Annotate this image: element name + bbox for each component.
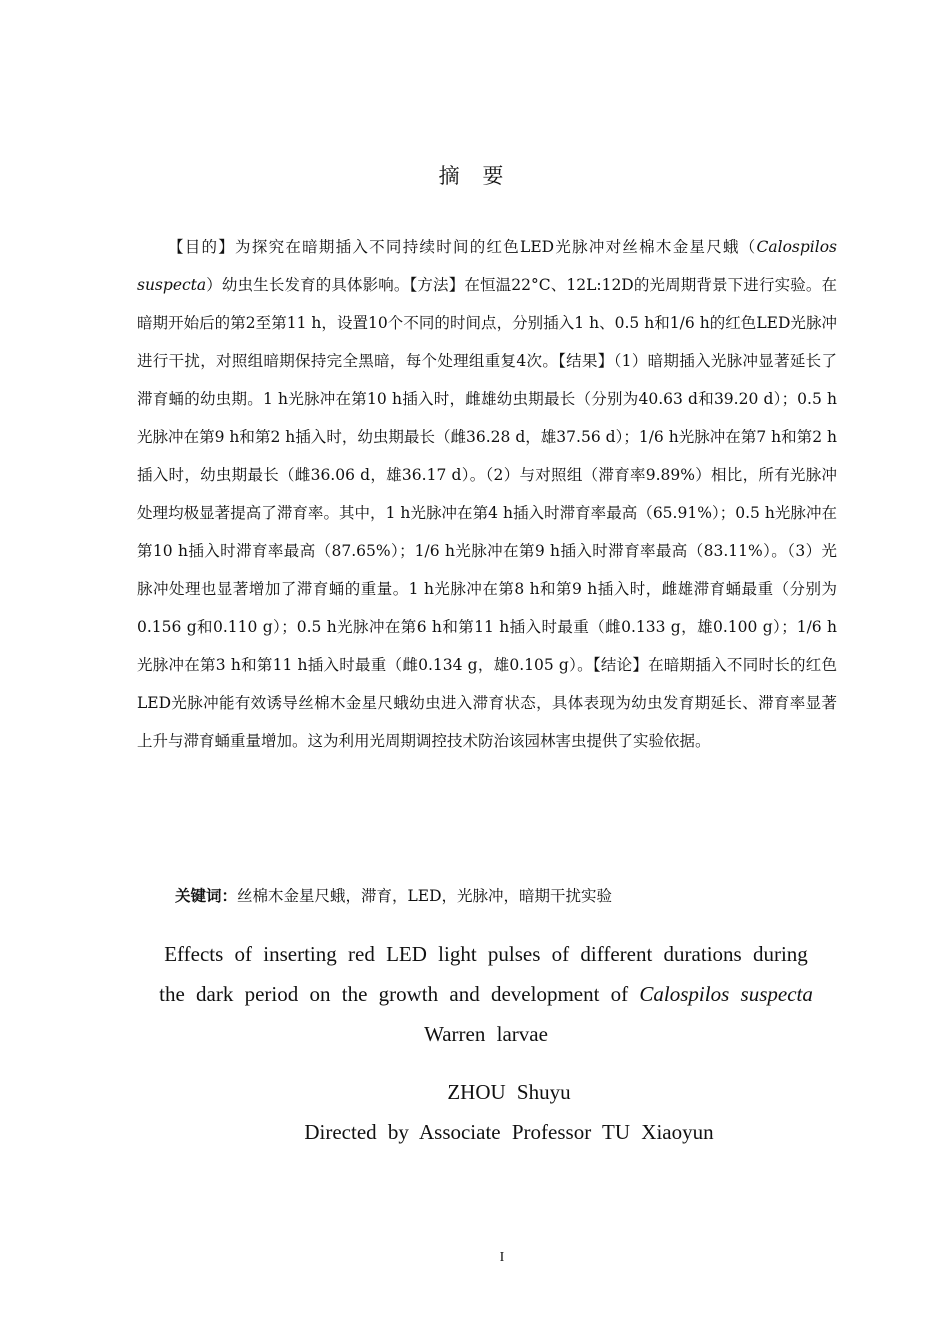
- english-title: [150, 934, 822, 1054]
- keywords-label: 关键词：: [175, 887, 238, 905]
- author-name: ZHOU Shuyu: [447, 1080, 571, 1104]
- page-number: I: [499, 1250, 505, 1265]
- keywords-value: 丝棉木金星尺蛾，滞育，LED，光脉冲，暗期干扰实验: [237, 887, 613, 905]
- keywords-line: [175, 877, 612, 915]
- english-title-part2: Warren larvae: [424, 1022, 548, 1046]
- abstract-paragraph: [137, 228, 837, 760]
- abstract-body: [137, 228, 837, 760]
- species-name-italic: Calospilos suspecta: [137, 238, 837, 294]
- english-title-species: Calospilos suspecta: [639, 982, 813, 1006]
- english-title-part1: Effects of inserting red LED light pulses of different durations during the dark period on the growth and development of: [159, 942, 808, 1006]
- advisor-line: Directed by Associate Professor TU Xiaoyun: [304, 1120, 714, 1144]
- abstract-heading: 摘 要: [438, 164, 512, 188]
- abstract-segment-1: 【目的】为探究在暗期插入不同持续时间的红色LED光脉冲对丝棉木金星尺蛾（: [168, 238, 757, 256]
- abstract-segment-3: ）幼虫生长发育的具体影响。【方法】在恒温22°C、12L:12D的光周期背景下进行实验。在暗期开始后的第2至第11 h，设置10个不同的时间点，分别插入1 h、0.5 h和1/6 h的红色LED光脉冲进行干扰，对照组暗期保持完全黑暗，每个处理组重复4次。【结果】（1）暗期插入光脉冲显著延长了滞育蛹的幼虫期。1 h光脉冲在第10 h插入时，雌雄幼虫期最长（分别为40.63 d和39.20 d）；0.5 h光脉冲在第9 h和第2 h插入时，幼虫期最长（雌36.28 d，雄37.56 d）；1/6 h光脉冲在第7 h和第2 h插入时，幼虫期最长（雌36.06 d，雄36.17 d）。（2）与对照组（滞育率9.89%）相比，所有光脉冲处理均极显著提高了滞育率。其中，1 h光脉冲在第4 h插入时滞育率最高（65.91%）；0.5 h光脉冲在第10 h插入时滞育率最高（87.65%）；1/6 h光脉冲在第9 h插入时滞育率最高（83.11%）。（3）光脉冲处理也显著增加了滞育蛹的重量。1 h光脉冲在第8 h和第9 h插入时，雌雄滞育蛹最重（分别为0.156 g和0.110 g）；0.5 h光脉冲在第6 h和第11 h插入时最重（雌0.133 g，雄0.100 g）；1/6 h光脉冲在第3 h和第11 h插入时最重（雌0.134 g，雄0.105 g）。【结论】在暗期插入不同时长的红色LED光脉冲能有效诱导丝棉木金星尺蛾幼虫进入滞育状态，具体表现为幼虫发育期延长、滞育率显著上升与滞育蛹重量增加。这为利用光周期调控技术防治该园林害虫提供了实验依据。: [137, 276, 837, 750]
